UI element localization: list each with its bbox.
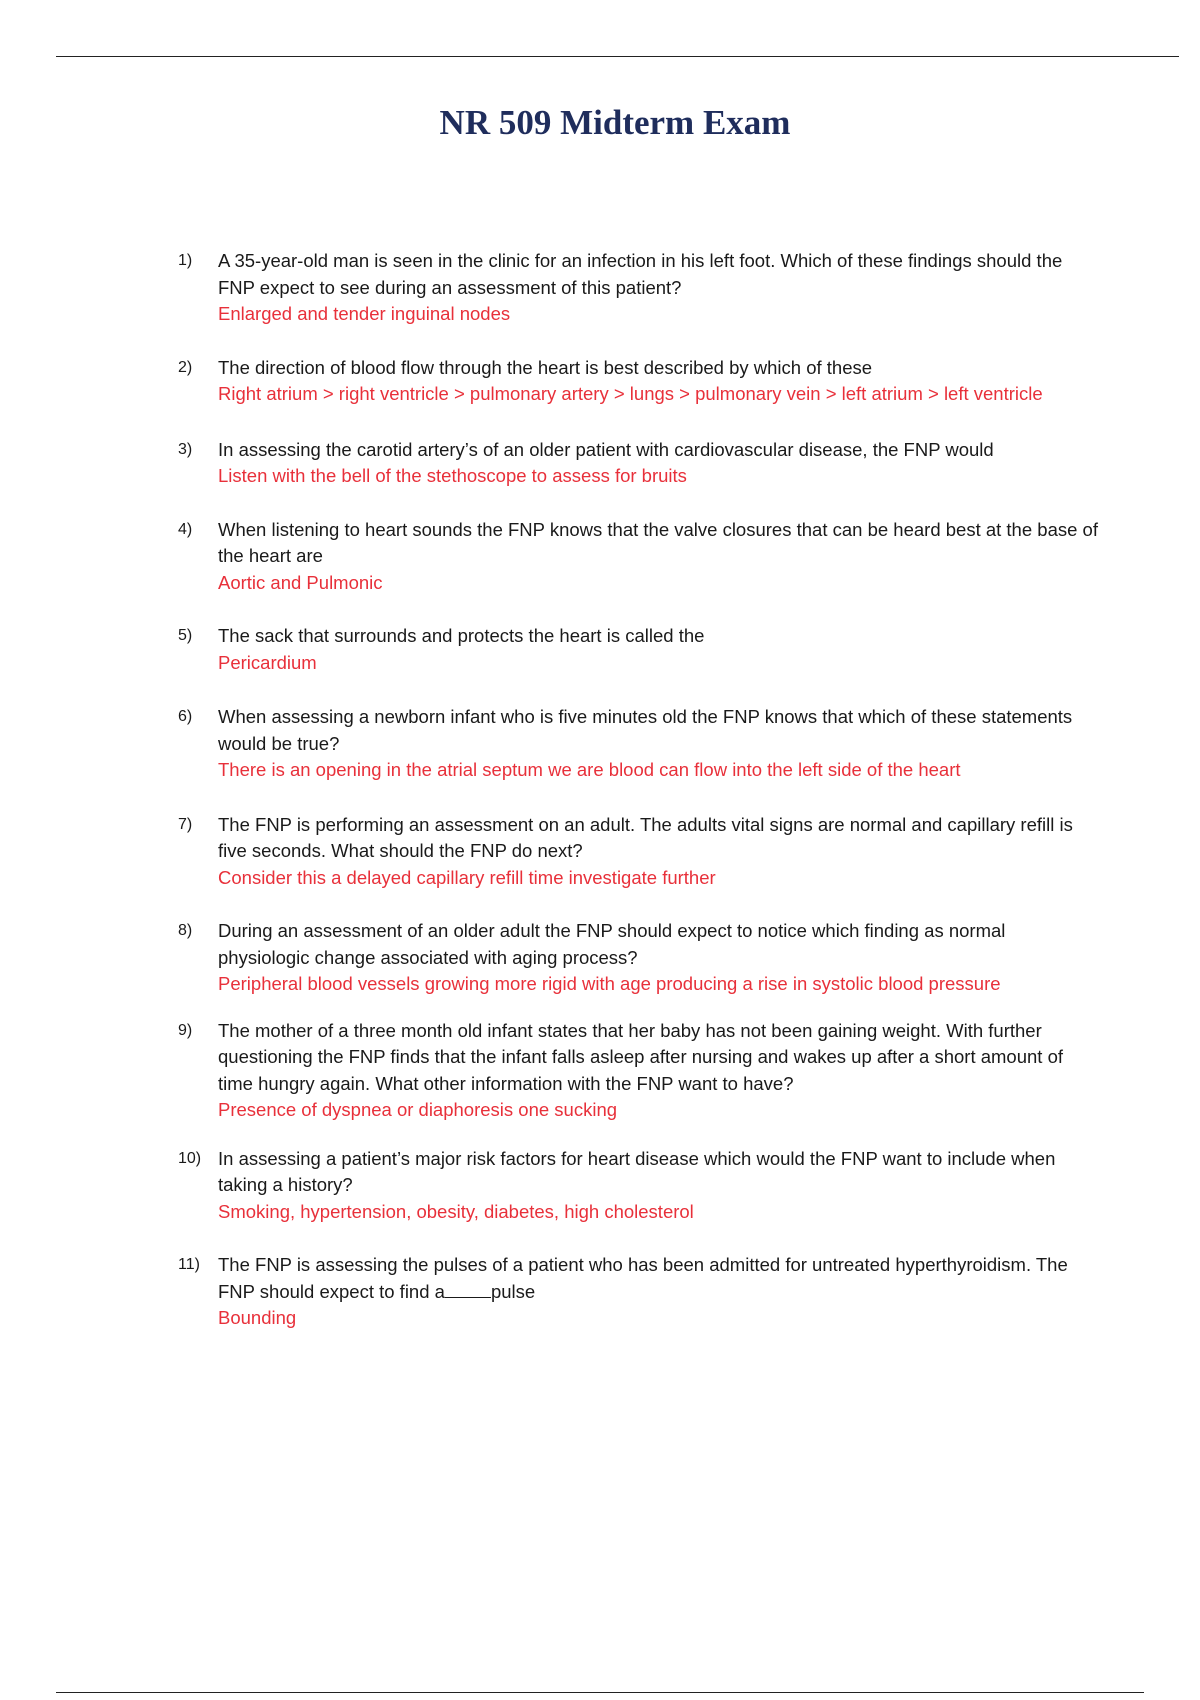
question-number: 7) [178, 815, 193, 833]
question-list [178, 248, 1098, 1332]
question-text: In assessing a patient’s major risk factors for heart disease which would the FNP want to include when taking a history? [218, 1147, 1056, 1195]
answer-text: There is an opening in the atrial septum we are blood can flow into the left side of the heart [218, 759, 961, 780]
question-text-after-blank: pulse [490, 1280, 536, 1302]
question-text: In assessing the carotid artery’s of an older patient with cardiovascular disease, the FNP would [218, 438, 994, 460]
question-text: When assessing a newborn infant who is five minutes old the FNP knows that which of these statements would be true? [218, 706, 1073, 754]
answer-text: Consider this a delayed capillary refill time investigate further [218, 866, 716, 888]
question-text: A 35-year-old man is seen in the clinic for an infection in his left foot. Which of these findings should the FNP expect to see during an assessment of this patient? [218, 250, 1063, 298]
question-item [178, 355, 1098, 408]
question-number: 1) [178, 252, 193, 269]
answer-text: Listen with the bell of the stethoscope to assess for bruits [218, 465, 687, 486]
question-item [178, 248, 1098, 328]
question-item [178, 918, 1098, 998]
question-number: 8) [178, 922, 193, 939]
question-item [178, 517, 1098, 597]
answer-text: Enlarged and tender inguinal nodes [218, 303, 511, 324]
top-divider [56, 56, 1179, 57]
answer-text: Peripheral blood vessels growing more rigid with age producing a rise in systolic blood pressure [218, 973, 1001, 994]
answer-text: Pericardium [218, 651, 317, 673]
question-item [178, 1252, 1098, 1332]
answer-text: Bounding [218, 1307, 297, 1328]
question-item [178, 1018, 1098, 1124]
question-text: The FNP is performing an assessment on an adult. The adults vital signs are normal and capillary refill is five seconds. What should the FNP do next? [218, 813, 1073, 861]
answer-text: Aortic and Pulmonic [218, 571, 383, 593]
question-number: 2) [178, 358, 193, 376]
bottom-divider [56, 1692, 1144, 1693]
question-item [178, 704, 1098, 784]
question-number: 9) [178, 1021, 193, 1039]
question-text-before-blank: The FNP is assessing the pulses of a patient who has been admitted for untreated hyperthyroidism. The FNP should expect to find a [218, 1254, 1068, 1302]
question-number: 11) [178, 1256, 200, 1273]
question-item [178, 1146, 1098, 1226]
answer-text: Smoking, hypertension, obesity, diabetes, high cholesterol [218, 1200, 694, 1222]
question-item [178, 623, 1098, 676]
question-text: The direction of blood flow through the heart is best described by which of these [218, 356, 873, 378]
question-item [178, 812, 1098, 892]
question-number: 3) [178, 440, 193, 458]
fill-in-blank [445, 1279, 491, 1298]
question-number: 10) [178, 1149, 202, 1167]
question-number: 4) [178, 520, 193, 538]
question-text: The mother of a three month old infant states that her baby has not been gaining weight. With further questioning the FNP finds that the infant falls asleep after nursing and wakes up after a short amount of time hungry again. What other information with the FNP want to have? [218, 1019, 1064, 1094]
question-text: During an assessment of an older adult the FNP should expect to notice which finding as normal physiologic change associated with aging process? [218, 920, 1006, 968]
question-text: The sack that surrounds and protects the heart is called the [218, 625, 705, 646]
page-title: NR 509 Midterm Exam [439, 103, 791, 142]
question-text [218, 1252, 1098, 1305]
answer-text: Right atrium > right ventricle > pulmonary artery > lungs > pulmonary vein > left atrium > left ventricle [218, 383, 1043, 404]
question-number: 5) [178, 627, 193, 644]
question-text: When listening to heart sounds the FNP knows that the valve closures that can be heard best at the base of the heart are [218, 518, 1098, 566]
question-number: 6) [178, 708, 193, 725]
answer-text: Presence of dyspnea or diaphoresis one sucking [218, 1099, 618, 1120]
question-item [178, 437, 1098, 490]
